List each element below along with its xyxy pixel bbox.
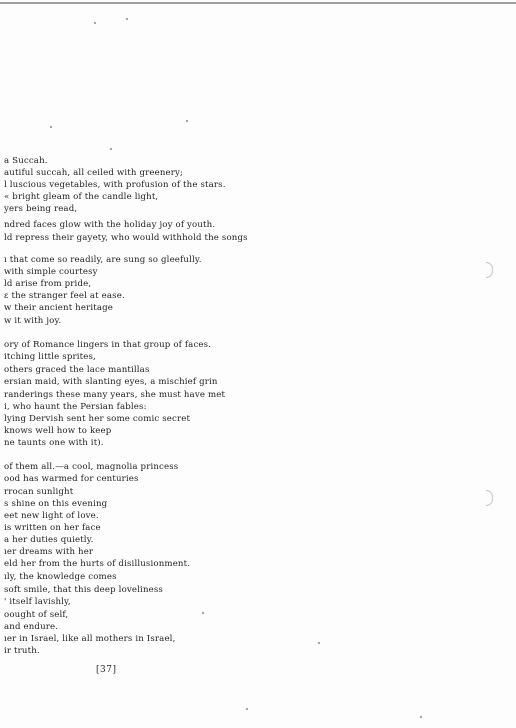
poem-line: w their ancient heritage — [4, 303, 114, 313]
poem-line: autiful succah, all ceiled with greenery; — [4, 168, 184, 178]
scan-speck — [420, 716, 422, 718]
poem-line: ndred faces glow with the holiday joy of youth. — [4, 220, 216, 230]
page-top-edge — [0, 2, 516, 4]
scan-speck — [318, 642, 320, 644]
poem-line: ıer dreams with her — [4, 547, 94, 557]
poem-line: ε the stranger feel at ease. — [4, 291, 125, 301]
poem-line: soft smile, that this deep loveliness — [4, 585, 163, 595]
poem-line: ıly, the knowledge comes — [4, 572, 117, 582]
poem-line: l luscious vegetables, with profusion of the stars. — [4, 180, 226, 190]
poem-line: w it with joy. — [4, 316, 62, 326]
poem-line: ir truth. — [4, 646, 40, 656]
poem-line: ld arise from pride, — [4, 279, 92, 289]
scan-speck — [186, 120, 188, 122]
poem-line: ld repress their gayety, who would withhold the songs — [4, 233, 248, 243]
poem-line: with simple courtesy — [4, 267, 98, 277]
scan-speck — [126, 18, 128, 20]
poem-line: rrocan sunlight — [4, 487, 74, 497]
scan-speck — [246, 708, 248, 710]
margin-mark — [486, 262, 493, 278]
poem-line: ne taunts one with it). — [4, 438, 104, 448]
poem-line: of them all.—a cool, magnolia princess — [4, 462, 179, 472]
poem-line: is written on her face — [4, 523, 101, 533]
poem-line: « bright gleam of the candle light, — [4, 192, 159, 202]
poem-line: a Succah. — [4, 156, 48, 166]
poem-line: a her duties quietly. — [4, 535, 94, 545]
scan-speck — [94, 22, 96, 24]
scan-speck — [50, 126, 52, 128]
poem-line: ıer in Israel, like all mothers in Israel, — [4, 634, 176, 644]
poem-line: and endure. — [4, 622, 59, 632]
scan-speck — [110, 148, 112, 150]
poem-line: eld her from the hurts of disillusionment. — [4, 559, 191, 569]
poem-line: i, who haunt the Persian fables: — [4, 402, 147, 412]
poem-line: knows well how to keep — [4, 426, 112, 436]
poem-line: yers being read, — [4, 204, 78, 214]
poem-line: oought of self, — [4, 610, 69, 620]
poem-line: randerings these many years, she must have met — [4, 390, 226, 400]
poem-line: ı that come so readily, are sung so gleefully. — [4, 255, 202, 265]
page-number: [37] — [96, 665, 117, 675]
poem-line: ory of Romance lingers in that group of faces. — [4, 340, 212, 350]
poem-line: ood has warmed for centuries — [4, 474, 139, 484]
poem-line: eet new light of love. — [4, 511, 99, 521]
poem-line: ' itself lavishly, — [4, 597, 71, 607]
poem-line: ersian maid, with slanting eyes, a mischief grin — [4, 377, 218, 387]
poem-line: s shine on this evening — [4, 499, 108, 509]
poem-line: others graced the lace mantillas — [4, 365, 150, 375]
margin-mark — [486, 490, 493, 506]
scan-speck — [202, 612, 204, 614]
poem-line: lying Dervish sent her some comic secret — [4, 414, 191, 424]
poem-line: itching little sprites, — [4, 352, 96, 362]
